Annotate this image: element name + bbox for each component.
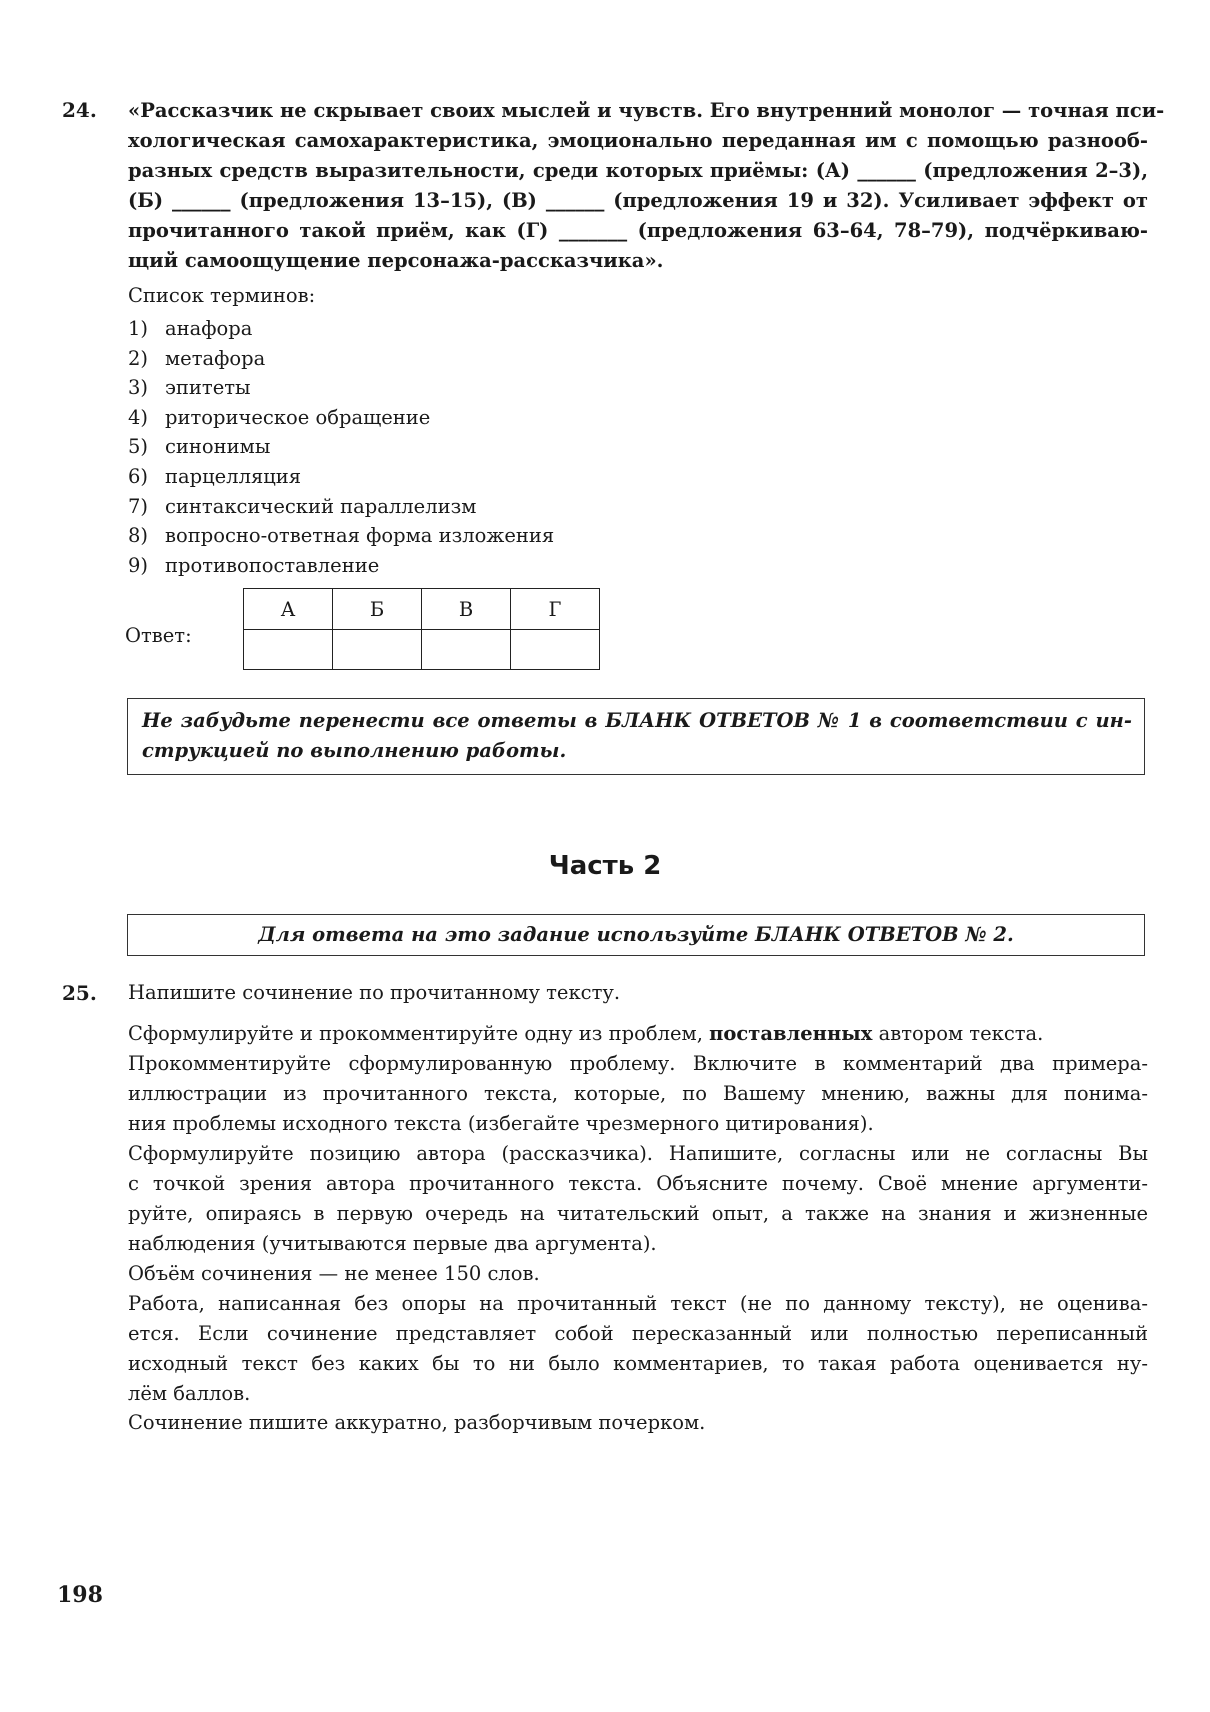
term-item [128, 551, 554, 581]
answer-label: Ответ: [125, 624, 192, 647]
p5-line: исходный текст без каких бы то ни было комментариев, то такая работа оценивается ну- [128, 1352, 1148, 1375]
answer-cell-a[interactable] [244, 630, 333, 670]
term-item [128, 314, 554, 344]
term-text: противопоставление [165, 553, 380, 577]
term-number: 4) [128, 405, 149, 429]
p2-line: иллюстрации из прочитанного текста, которые, по Вашему мнению, важны для понима- [128, 1082, 1148, 1105]
task-24-line: хологическая самохарактеристика, эмоционально переданная им с помощью разнооб- [128, 129, 1148, 152]
answer-table [243, 588, 600, 670]
term-text: риторическое обращение [165, 405, 431, 429]
p2-line: ния проблемы исходного текста (избегайте чрезмерного цитирования). [128, 1112, 874, 1135]
term-number: 9) [128, 553, 149, 577]
task-25-paragraph-4: Объём сочинения — не менее 150 слов. [128, 1262, 540, 1285]
term-item [128, 492, 554, 522]
transfer-notice [127, 698, 1145, 775]
part-2-heading: Часть 2 [548, 851, 662, 881]
task-25-paragraph-6: Сочинение пишите аккуратно, разборчивым почерком. [128, 1411, 706, 1434]
task-24-line: разных средств выразительности, среди которых приёмы: (А) ______ (предложения 2–3), [128, 159, 1148, 182]
task-24-statement [128, 96, 1165, 276]
term-item [128, 373, 554, 403]
p1-text-end: автором текста. [872, 1022, 1044, 1045]
p1-text: Сформулируйте и прокомментируйте одну из проблем, [128, 1022, 710, 1045]
p3-line: руйте, опираясь в первую очередь на читательский опыт, а также на знания и жизненные [128, 1202, 1148, 1225]
task-24-line: (Б) ______ (предложения 13–15), (В) ______ (предложения 19 и 32). Усиливает эффект от [128, 189, 1148, 212]
transfer-notice-line: Не забудьте перенести все ответы в БЛАНК ОТВЕТОВ № 1 в соответствии с ин- [142, 709, 1132, 732]
p1-bold-text: поставленных [709, 1022, 873, 1045]
p5-line: ется. Если сочинение представляет собой пересказанный или полностью переписанный [128, 1322, 1148, 1345]
answer-sheet-notice [127, 914, 1145, 956]
term-text: метафора [165, 346, 266, 370]
task-25-paragraph-1 [128, 1019, 1148, 1049]
task-25-paragraph-5 [128, 1289, 1148, 1409]
term-item [128, 521, 554, 551]
transfer-notice-line: струкцией по выполнению работы. [142, 739, 567, 762]
term-item [128, 344, 554, 374]
term-number: 8) [128, 524, 149, 548]
answer-cell-v[interactable] [422, 630, 511, 670]
term-number: 1) [128, 317, 149, 340]
term-number: 3) [128, 376, 149, 400]
terms-list [128, 314, 554, 580]
term-item [128, 432, 554, 462]
term-number: 7) [128, 494, 149, 518]
term-item [128, 462, 554, 492]
answer-cell-g[interactable] [511, 630, 600, 670]
answer-header-b: Б [333, 589, 422, 630]
answer-header-a: А [244, 589, 333, 630]
term-text: эпитеты [165, 376, 251, 400]
p3-line: наблюдения (учитываются первые два аргумента). [128, 1232, 657, 1255]
term-number: 6) [128, 464, 149, 488]
term-text: синонимы [165, 435, 271, 459]
term-text: синтаксический параллелизм [165, 494, 477, 518]
term-item [128, 403, 554, 433]
task-24-line: прочитанного такой приём, как (Г) _______ (предложения 63–64, 78–79), подчёркиваю- [128, 219, 1148, 242]
answer-header-g: Г [511, 589, 600, 630]
task-25-paragraph-2 [128, 1049, 1148, 1139]
p3-line: Сформулируйте позицию автора (рассказчика). Напишите, согласны или не согласны Вы [128, 1142, 1148, 1165]
answer-cell-b[interactable] [333, 630, 422, 670]
p2-line: Прокомментируйте сформулированную проблему. Включите в комментарий два примера- [128, 1052, 1148, 1075]
task-24-line: «Рассказчик не скрывает своих мыслей и чувств. Его внутренний монолог — точная пси- [128, 99, 1165, 122]
answer-sheet-notice-text: Для ответа на это задание используйте БЛАНК ОТВЕТОВ № 2. [258, 923, 1014, 946]
task-25-number: 25. [62, 981, 97, 1005]
p5-line: лём баллов. [128, 1382, 251, 1405]
page-number: 198 [57, 1582, 103, 1608]
task-24-line: щий самоощущение персонажа-рассказчика». [128, 249, 664, 272]
term-text: вопросно-ответная форма изложения [165, 524, 555, 548]
p3-line: с точкой зрения автора прочитанного текста. Объясните почему. Своё мнение аргументи- [128, 1172, 1148, 1195]
answer-header-v: В [422, 589, 511, 630]
task-25-paragraph-3 [128, 1139, 1148, 1259]
term-text: анафора [165, 317, 253, 340]
task-24-number: 24. [62, 98, 97, 122]
term-number: 2) [128, 346, 149, 370]
task-25-intro: Напишите сочинение по прочитанному тексту. [128, 981, 621, 1004]
term-text: парцелляция [165, 464, 302, 488]
term-number: 5) [128, 435, 149, 459]
terms-title: Список терминов: [128, 284, 316, 307]
p5-line: Работа, написанная без опоры на прочитанный текст (не по данному тексту), не оценива- [128, 1292, 1148, 1315]
